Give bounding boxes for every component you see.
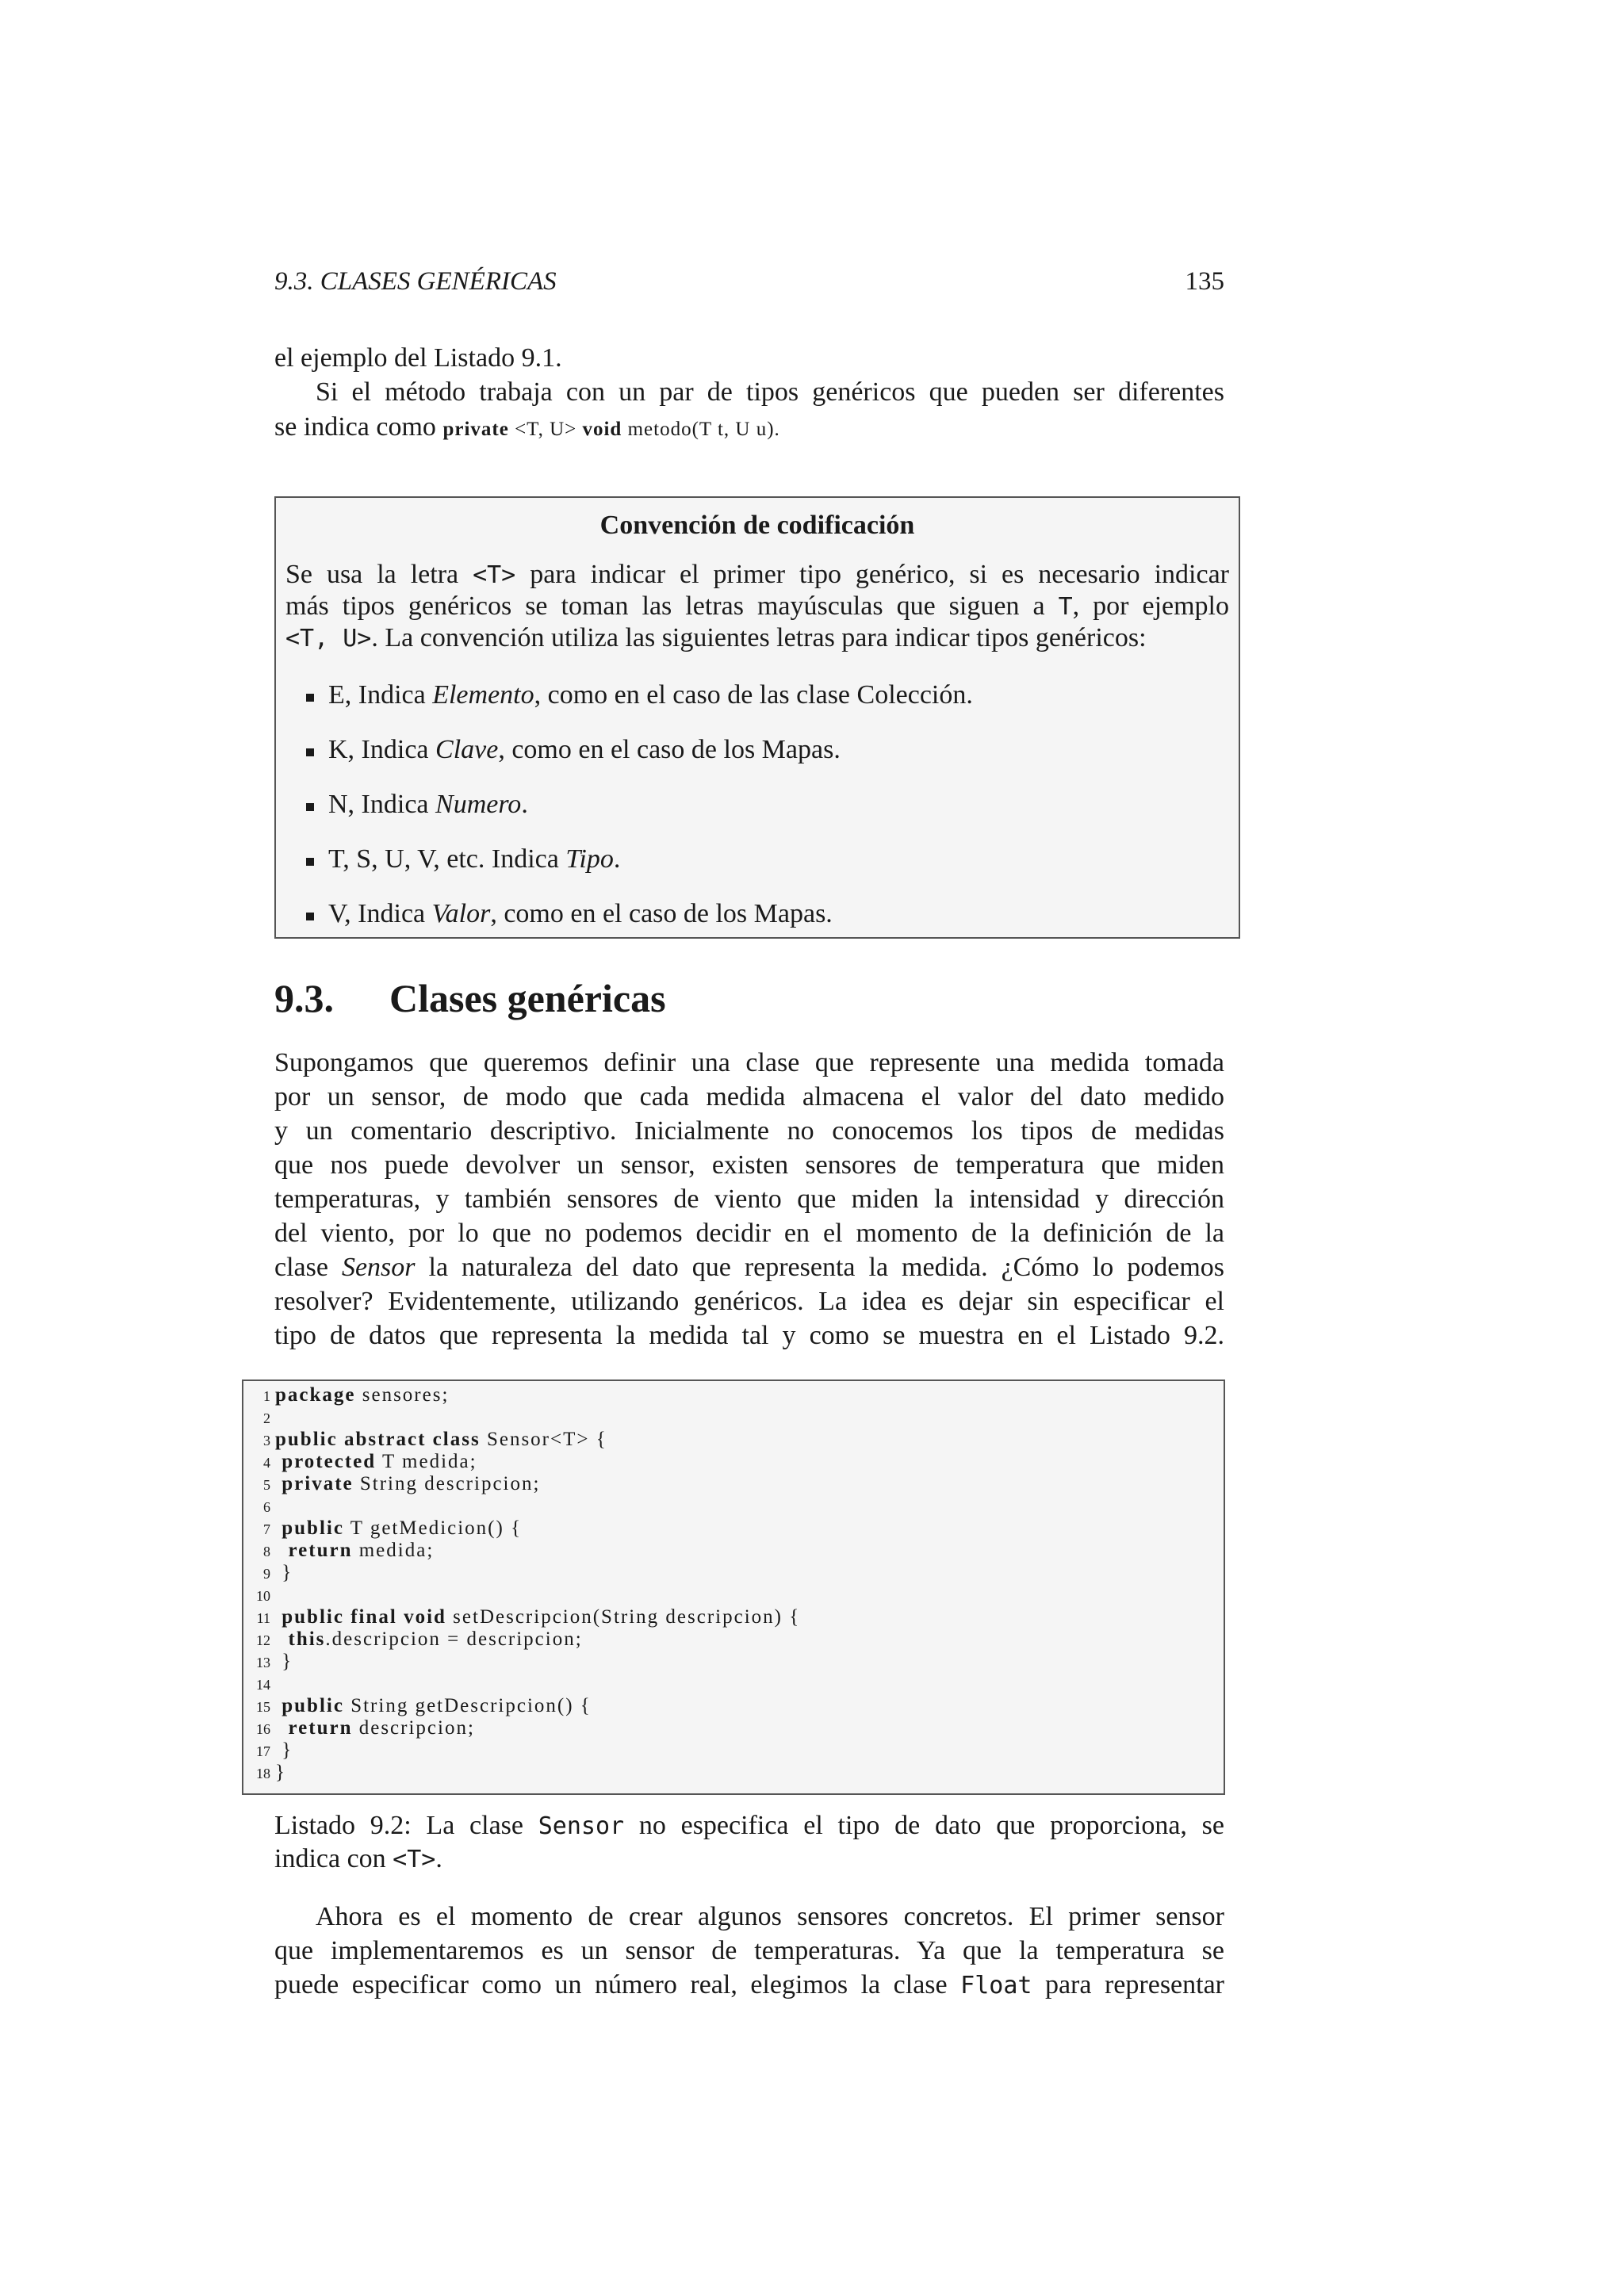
section-heading [274,975,666,1021]
paragraph-line: por un sensor, de modo que cada medida almacena el valor del dato medido [274,1082,1224,1112]
convention-bullet [328,844,620,874]
emphasis: Tipo [565,844,614,874]
emphasis: Elemento [432,680,534,710]
text: Se usa la letra [285,560,473,589]
text: . [435,1844,442,1873]
line-number: 17 [256,1743,270,1759]
text: , como en el caso de las clase Colección. [534,680,973,710]
emphasis: Valor [431,899,491,928]
code-line [253,1584,275,1606]
code-line [253,1739,293,1762]
code-keyword: public abstract class [275,1429,481,1450]
code-line [253,1673,275,1695]
emphasis: Clave [435,735,499,764]
line-number: 14 [256,1677,270,1693]
line-number: 8 [263,1544,270,1559]
code-text: T medida; [376,1451,477,1472]
text: clase [274,1253,342,1282]
keyword-void: void [582,419,622,440]
line-number: 9 [263,1566,270,1582]
code-keyword: private [275,1473,354,1494]
inline-code: <T> [393,1846,436,1873]
line-number: 11 [256,1610,270,1626]
method-signature: metodo(T t, U u). [622,419,780,440]
paragraph-line: tipo de datos que representa la medida tal y como se muestra en el Listado 9.2. [274,1321,1224,1350]
text: puede especificar como un número real, elegimos la clase [274,1970,961,1999]
keyword-private: private [442,419,509,440]
code-line [253,1717,475,1739]
paragraph-line: del viento, por lo que no podemos decidir en el momento de la definición de la [274,1219,1224,1248]
code-text: sensores; [355,1384,450,1406]
intro-line-3 [274,412,780,442]
line-number: 1 [263,1388,270,1404]
paragraph-line: Supongamos que queremos definir una clase que represente una medida tomada [274,1048,1224,1077]
code-text: descripcion; [352,1717,475,1739]
inline-code: <T, U> [285,625,372,652]
intro-line-3-prefix: se indica como [274,412,443,442]
text: Listado 9.2: La clase [274,1811,538,1840]
paragraph-line [274,1253,1224,1283]
code-keyword: public [275,1695,344,1716]
code-text: medida; [352,1540,435,1561]
emphasis: Numero [435,790,522,819]
code-line [253,1562,293,1584]
code-keyword: package [275,1384,356,1406]
code-line [253,1606,800,1628]
code-line [253,1473,540,1495]
code-text: } [275,1651,293,1672]
convention-line-1 [285,560,1229,590]
code-keyword: return [275,1540,353,1561]
convention-bullet [328,680,973,710]
code-line [253,1540,434,1562]
code-line [253,1762,286,1784]
closing-line-1: Ahora es el momento de crear algunos sensores concretos. El primer sensor [316,1902,1224,1931]
code-keyword: protected [275,1451,377,1472]
inline-code: Float [960,1972,1032,1999]
code-line [253,1384,449,1406]
text: V, Indica [328,899,432,928]
line-number: 2 [263,1410,270,1426]
code-keyword: public final void [275,1606,446,1628]
text: , como en el caso de los Mapas. [490,899,833,928]
line-number: 5 [263,1477,270,1493]
inline-code: Sensor [538,1812,625,1840]
inline-code: T [1058,593,1073,621]
code-text: setDescripcion(String descripcion) { [446,1606,801,1628]
convention-bullet [328,899,833,929]
convention-box [274,496,1240,939]
convention-line-2 [285,591,1229,622]
text: . La convención utiliza las siguientes letras para indicar tipos genéricos: [371,623,1147,652]
convention-bullet [328,735,841,765]
code-keyword: this [275,1628,326,1650]
text: , por ejemplo [1072,591,1230,621]
line-number: 12 [256,1632,270,1648]
emphasis: Sensor [341,1253,416,1282]
code-line [253,1695,592,1717]
line-number: 6 [263,1499,270,1515]
line-number: 13 [256,1655,270,1670]
inline-code: <T> [473,561,516,589]
listing-caption-line-2 [274,1844,442,1874]
line-number: 3 [263,1433,270,1448]
text: , como en el caso de los Mapas. [498,735,841,764]
text: para representar [1032,1970,1224,1999]
running-header: 9.3. CLASES GENÉRICAS [274,267,557,296]
line-number: 4 [263,1455,270,1471]
line-number: 18 [256,1766,270,1781]
line-number: 10 [256,1588,270,1604]
convention-title: Convención de codificación [599,511,915,540]
intro-line-2: Si el método trabaja con un par de tipos genéricos que pueden ser diferentes [316,377,1224,407]
text: no especifica el tipo de dato que proporciona, se [624,1811,1224,1840]
text: para indicar el primer tipo genérico, si es necesario indicar [515,560,1229,589]
code-keyword: return [275,1717,353,1739]
text: T, S, U, V, etc. Indica [328,844,566,874]
text: . [521,790,528,819]
code-line [253,1517,522,1540]
code-text: } [275,1762,286,1783]
code-text: .descripcion = descripcion; [325,1628,583,1650]
code-line [253,1651,293,1673]
code-keyword: public [275,1517,344,1539]
intro-code-signature [442,419,779,440]
code-text: Sensor<T> { [480,1429,607,1450]
line-number: 7 [263,1521,270,1537]
text: K, Indica [328,735,436,764]
text: indica con [274,1844,393,1873]
closing-line-3 [274,1970,1224,2000]
code-line [253,1628,583,1651]
text: N, Indica [328,790,436,819]
text: E, Indica [328,680,433,710]
intro-line-1: el ejemplo del Listado 9.1. [274,343,562,373]
type-params: <T, U> [508,419,583,440]
text: . [613,844,621,874]
convention-line-3 [285,623,1229,653]
section-number: 9.3. [274,976,334,1020]
paragraph-line: temperaturas, y también sensores de viento que miden la intensidad y dirección [274,1184,1224,1214]
code-text: } [275,1739,293,1761]
paragraph-line: que nos puede devolver un sensor, existen sensores de temperatura que miden [274,1150,1224,1180]
code-line [253,1495,275,1517]
paragraph-line: y un comentario descriptivo. Inicialmente no conocemos los tipos de medidas [274,1116,1224,1146]
paragraph-line: resolver? Evidentemente, utilizando genéricos. La idea es dejar sin especificar el [274,1287,1224,1316]
convention-bullet [328,790,528,820]
code-text: } [275,1562,293,1583]
code-text: String descripcion; [353,1473,541,1494]
code-line [253,1406,275,1429]
closing-line-2: que implementaremos es un sensor de temperaturas. Ya que la temperatura se [274,1936,1224,1965]
text: más tipos genéricos se toman las letras mayúsculas que siguen a [285,591,1059,621]
code-listing [242,1380,1225,1795]
code-text: String getDescripcion() { [343,1695,592,1716]
listing-caption-line-1 [274,1811,1224,1841]
text: la naturaleza del dato que representa la medida. ¿Cómo lo podemos [415,1253,1224,1282]
line-number: 16 [256,1721,270,1737]
page-number: 135 [1185,267,1224,296]
code-text: T getMedicion() { [343,1517,523,1539]
section-title: Clases genéricas [389,976,666,1020]
line-number: 15 [256,1699,270,1715]
code-line [253,1429,607,1451]
code-line [253,1451,477,1473]
